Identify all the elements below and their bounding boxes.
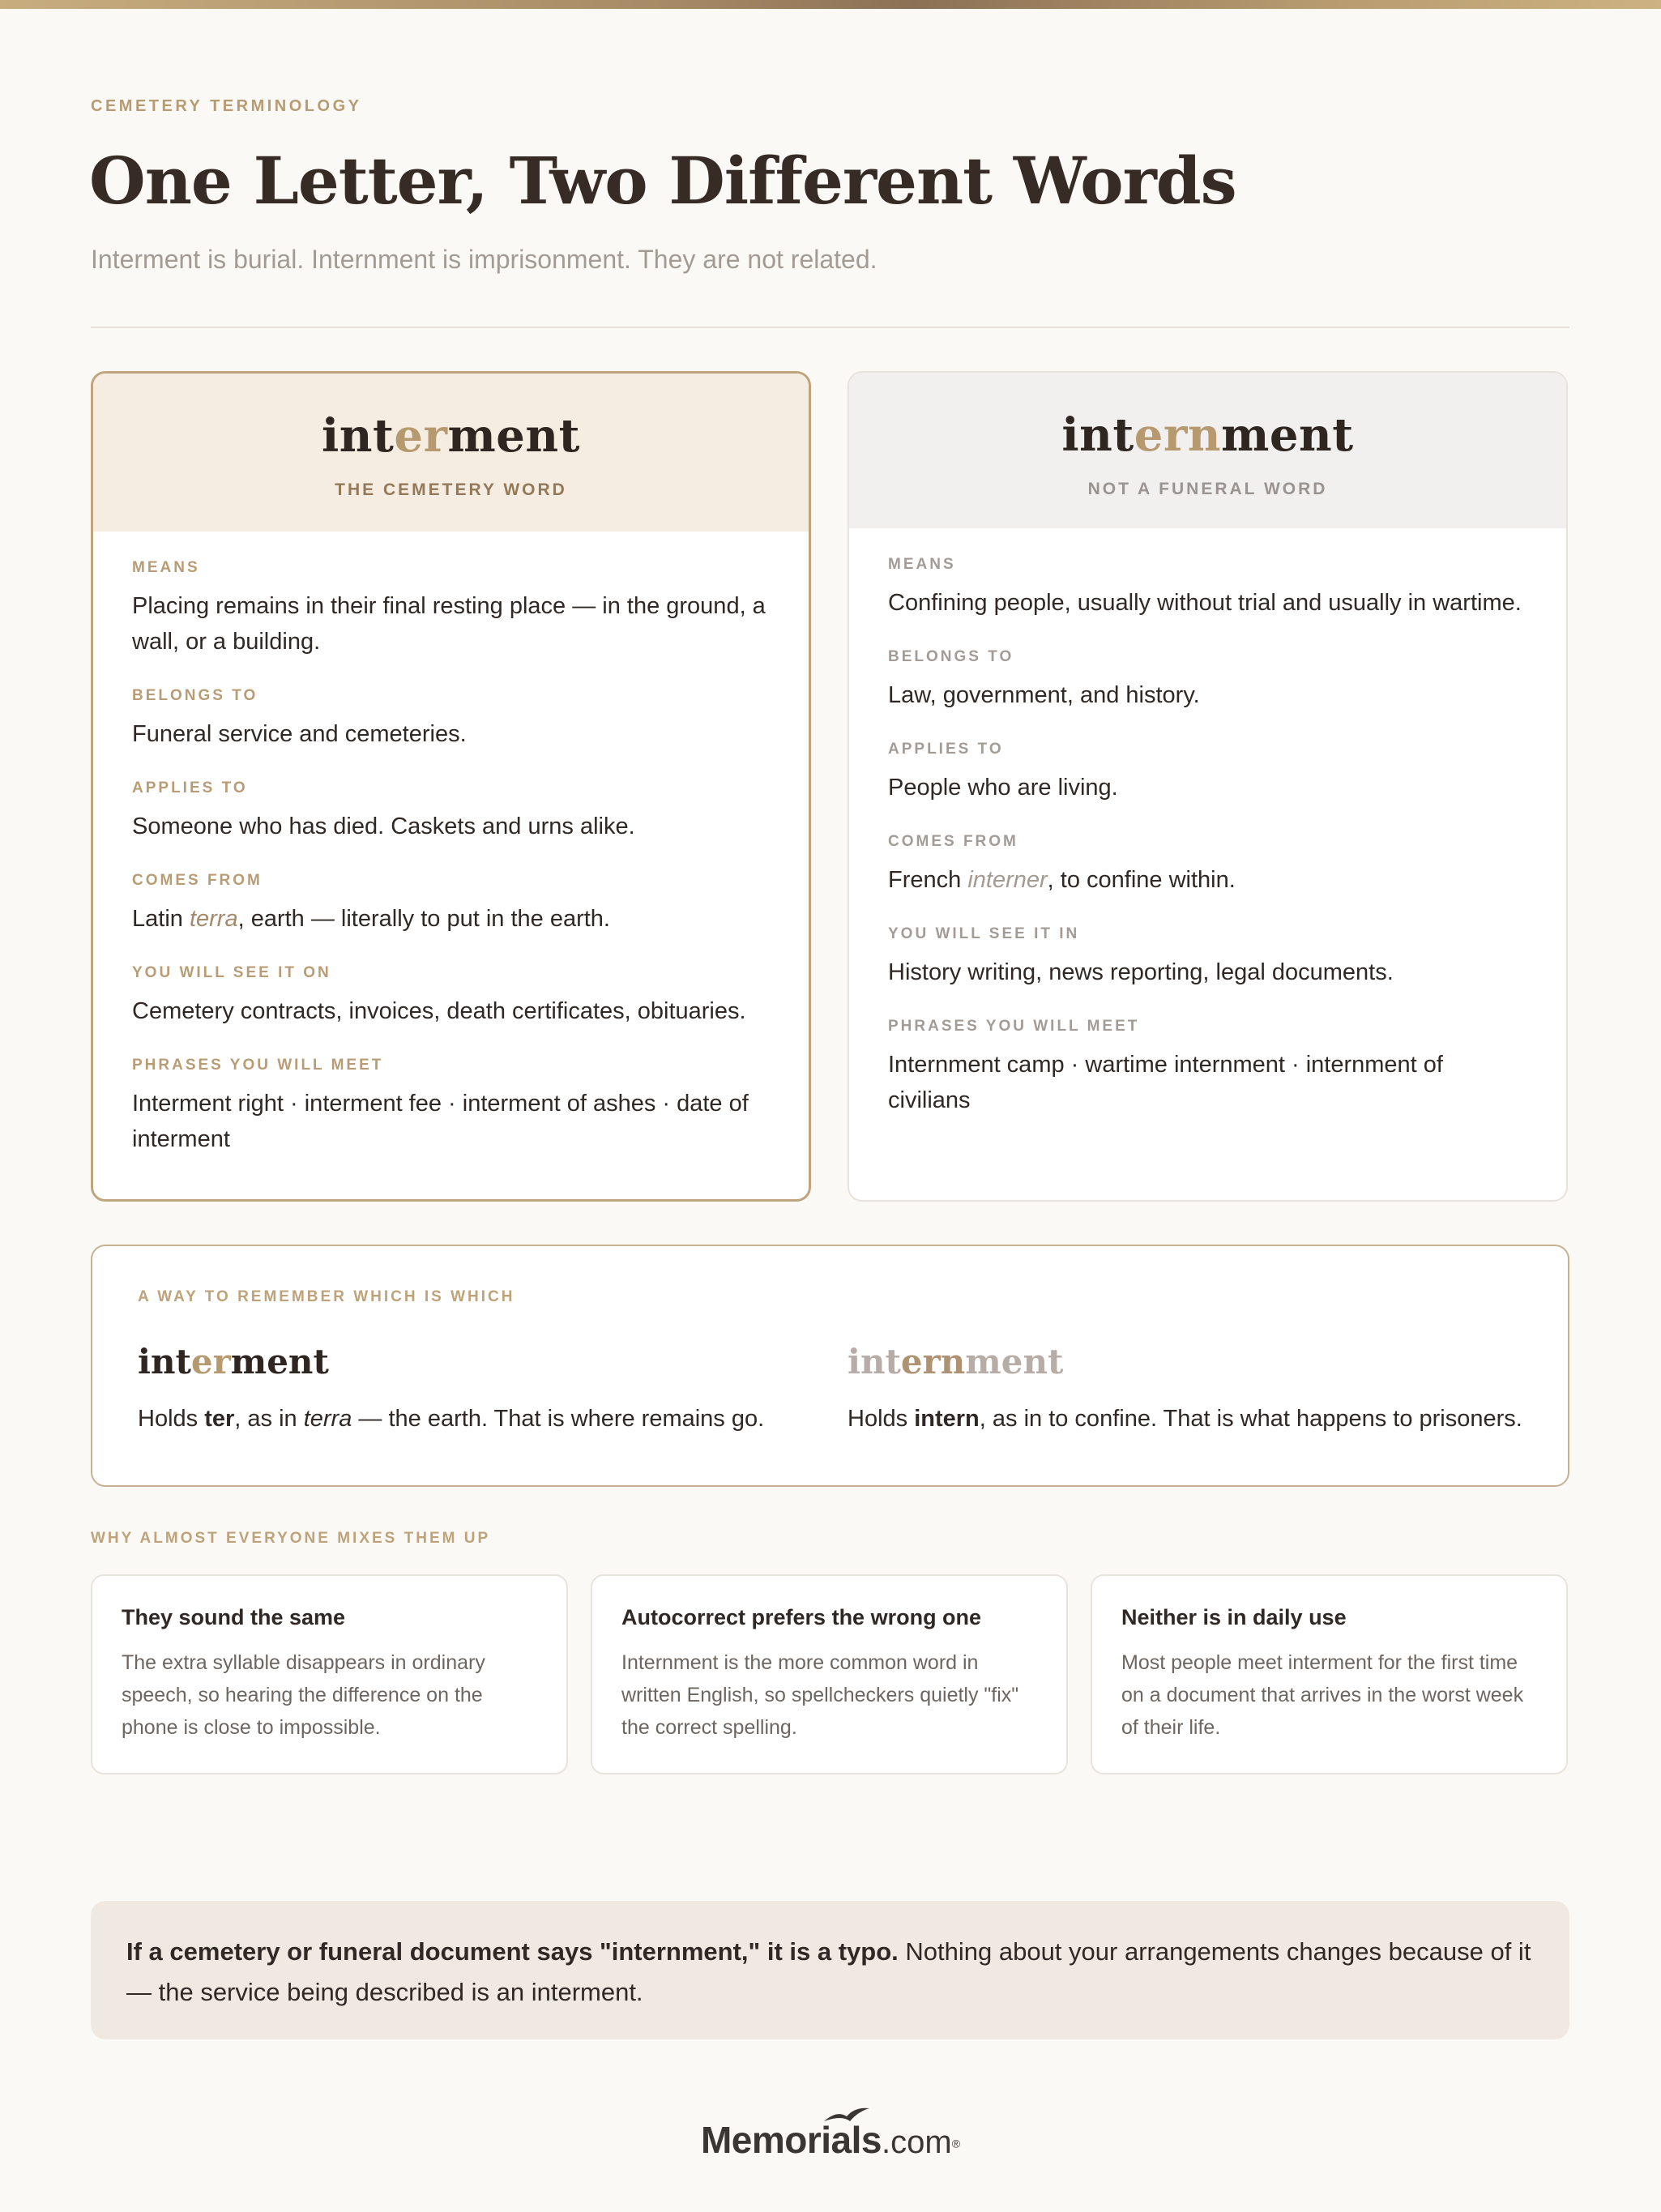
why-section-label: WHY ALMOST EVERYONE MIXES THEM UP (91, 1530, 491, 1547)
internment-word: internment (1061, 408, 1354, 462)
field-phrases: PHRASES YOU WILL MEET Interment right · interment fee · interment of ashes · date of interment (132, 1057, 749, 1152)
why-card: Autocorrect prefers the wrong one Internment is the more common word in written English, so spellcheckers quietly "fix" the correct spelling. (591, 1574, 1068, 1774)
mnemonic-label: A WAY TO REMEMBER WHICH IS WHICH (138, 1288, 515, 1305)
field-belongs-to: BELONGS TO Law, government, and history. (888, 648, 1200, 708)
mnemonic-internment: internment Holds intern, as in to confine. That is what happens to prisoners. (848, 1342, 1522, 1432)
mnemonic-interment: interment Holds ter, as in terra — the earth. That is where remains go. (138, 1342, 765, 1432)
why-card: Neither is in daily use Most people meet interment for the first time on a document that arrives in the worst week of their life. (1091, 1574, 1568, 1774)
page-subtitle: Interment is burial. Internment is imprisonment. They are not related. (91, 245, 877, 274)
internment-tag: NOT A FUNERAL WORD (1087, 480, 1328, 498)
field-belongs-to: BELONGS TO Funeral service and cemeteries. (132, 687, 467, 747)
interment-card (91, 371, 811, 1202)
field-see-it-in: YOU WILL SEE IT IN History writing, news reporting, legal documents. (888, 925, 1394, 985)
internment-card-header (849, 373, 1566, 528)
bird-icon (822, 2105, 871, 2124)
field-see-it-on: YOU WILL SEE IT ON Cemetery contracts, invoices, death certificates, obituaries. (132, 964, 746, 1024)
interment-word: interment (322, 409, 580, 463)
memorials-logo[interactable]: Memorials.com® (0, 2118, 1661, 2162)
field-means: MEANS Placing remains in their final resting place — in the ground, a wall, or a building. (132, 559, 766, 655)
field-means: MEANS Confining people, usually without trial and usually in wartime. (888, 556, 1522, 616)
field-comes-from: COMES FROM French interner, to confine within. (888, 833, 1236, 893)
divider (91, 327, 1569, 328)
field-phrases: PHRASES YOU WILL MEET Internment camp · wartime internment · internment of civilians (888, 1018, 1443, 1113)
field-applies-to: APPLIES TO People who are living. (888, 741, 1118, 801)
internment-card (848, 371, 1568, 1202)
interment-tag: THE CEMETERY WORD (335, 480, 567, 499)
mnemonic-box (91, 1245, 1569, 1487)
field-applies-to: APPLIES TO Someone who has died. Caskets and urns alike. (132, 779, 635, 839)
typo-callout: If a cemetery or funeral document says "internment," it is a typo. Nothing about your arrangements changes because of it — the service being described is an interment. (91, 1901, 1569, 2039)
field-comes-from: COMES FROM Latin terra, earth — literally to put in the earth. (132, 872, 610, 932)
interment-card-header (93, 374, 809, 532)
eyebrow: CEMETERY TERMINOLOGY (91, 97, 362, 115)
top-accent-bar (0, 0, 1661, 9)
page-title: One Letter, Two Different Words (89, 143, 1236, 219)
why-card: They sound the same The extra syllable disappears in ordinary speech, so hearing the difference on the phone is close to impossible. (91, 1574, 568, 1774)
